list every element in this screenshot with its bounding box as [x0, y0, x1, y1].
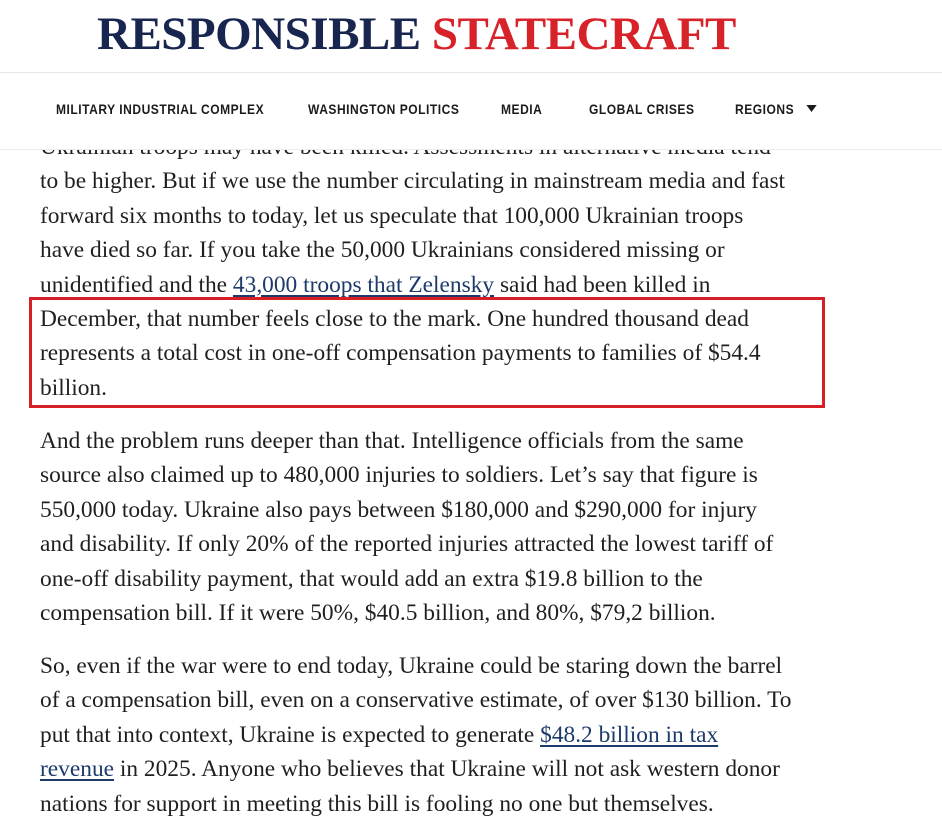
article-paragraph-3 [40, 649, 860, 821]
text-line: So, even if the war were to end today, Ukraine could be staring down the barrel [40, 653, 783, 679]
text-line: billion. [40, 374, 107, 401]
text-line: compensation bill. If it were 50%, $40.5 billion, and 80%, $79,2 billion. [40, 600, 716, 627]
nav-item-media[interactable]: MEDIA [501, 101, 543, 117]
text-line: nations for support in meeting this bill is fooling no one but themselves. [40, 790, 714, 817]
article-paragraph-2 [40, 424, 860, 630]
text-line: source also claimed up to 480,000 injuries to soldiers. Let’s say that figure is [40, 462, 758, 489]
nav-item-washington-politics[interactable]: WASHINGTON POLITICS [308, 101, 460, 117]
text-line: And the problem runs deeper than that. Intelligence officials from the same [40, 428, 744, 454]
site-header [0, 0, 942, 73]
article-paragraph-1 [40, 130, 860, 405]
link-tax-revenue-continued[interactable]: revenue [40, 756, 115, 783]
text-line: forward six months to today, let us speculate that 100,000 Ukrainian troops [40, 202, 744, 229]
text-line [40, 268, 860, 302]
link-tax-revenue[interactable]: $48.2 billion in tax [540, 721, 719, 748]
site-logo[interactable] [97, 4, 736, 64]
logo-word-statecraft: STATECRAFT [431, 8, 736, 60]
text-line: of a compensation bill, even on a conservative estimate, of over $130 billion. To [40, 687, 792, 714]
text-line: and disability. If only 20% of the reported injuries attracted the lowest tariff of [40, 531, 774, 558]
main-nav [0, 73, 942, 150]
nav-item-military-industrial-complex[interactable]: MILITARY INDUSTRIAL COMPLEX [56, 101, 265, 117]
nav-item-regions-label: REGIONS [735, 101, 795, 117]
logo-word-responsible: RESPONSIBLE [97, 8, 421, 60]
text-segment: said had been killed in [494, 271, 711, 298]
text-line: to be higher. But if we use the number circulating in mainstream media and fast [40, 168, 786, 195]
text-segment: in 2025. Anyone who believes that Ukraine will not ask western donor [114, 756, 780, 783]
text-line: represents a total cost in one-off compensation payments to families of $54.4 [40, 340, 761, 367]
nav-item-global-crises[interactable]: GLOBAL CRISES [589, 101, 695, 117]
text-line [40, 752, 860, 786]
text-line [40, 718, 860, 752]
text-segment: put that into context, Ukraine is expected to generate [40, 721, 541, 748]
text-segment: unidentified and the [40, 271, 233, 298]
text-line: have died so far. If you take the 50,000 Ukrainians considered missing or [40, 237, 725, 264]
link-zelensky-troops[interactable]: 43,000 troops that Zelensky [232, 271, 495, 298]
text-line: December, that number feels close to the mark. One hundred thousand dead [40, 306, 749, 333]
chevron-down-icon [806, 105, 816, 112]
text-line: 550,000 today. Ukraine also pays between $180,000 and $290,000 for injury [40, 496, 757, 523]
nav-item-regions[interactable] [735, 101, 816, 117]
text-line: one-off disability payment, that would add an extra $19.8 billion to the [40, 565, 703, 592]
